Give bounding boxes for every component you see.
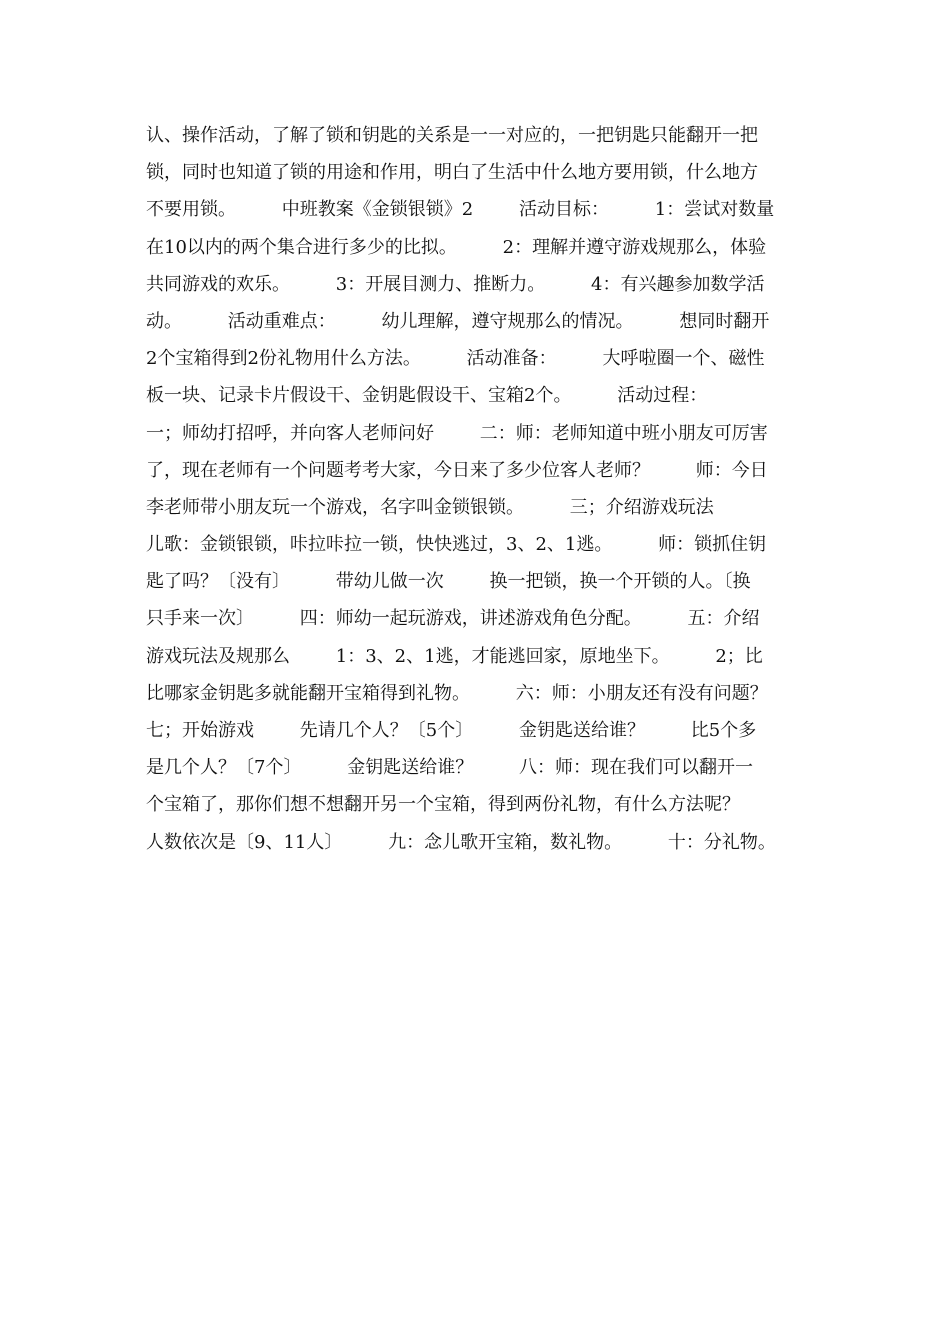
text-line: 锁，同时也知道了锁的用途和作用，明白了生活中什么地方要用锁，什么地方 [146, 162, 758, 184]
text-line: 游戏玩法及规那么 1：3、2、1逃，才能逃回家，原地坐下。 2；比 [146, 645, 763, 667]
text-line: 儿歌：金锁银锁，咔拉咔拉一锁，快快逃过，3、2、1逃。 师：锁抓住钥 [146, 534, 767, 556]
text-line: 不要用锁。 中班教案《金锁银锁》2 活动目标： 1：尝试对数量 [146, 199, 775, 221]
text-line: 板一块、记录卡片假设干、金钥匙假设干、宝箱2个。 活动过程： [146, 385, 708, 407]
body-text [146, 117, 826, 861]
text-line: 比哪家金钥匙多就能翻开宝箱得到礼物。 六：师：小朋友还有没有问题？ [146, 682, 768, 704]
text-line: 李老师带小朋友玩一个游戏，名字叫金锁银锁。 三；介绍游戏玩法 [146, 496, 714, 518]
text-line: 了，现在老师有一个问题考考大家，今日来了多少位客人老师？ 师：今日 [146, 459, 768, 481]
text-line: 认、操作活动，了解了锁和钥匙的关系是一一对应的，一把钥匙只能翻开一把 [146, 125, 758, 146]
text-line: 一；师幼打招呼，并向客人老师问好 二：师：老师知道中班小朋友可厉害 [146, 422, 768, 444]
text-line: 2个宝箱得到2份礼物用什么方法。 活动准备： 大呼啦圈一个、磁性 [146, 348, 765, 370]
text-line: 人数依次是〔9、11人〕 九：念儿歌开宝箱，数礼物。 十：分礼物。 [146, 831, 776, 853]
text-line: 在10以内的两个集合进行多少的比拟。 2：理解并遵守游戏规那么，体验 [146, 236, 767, 258]
text-line: 个宝箱了，那你们想不想翻开另一个宝箱，得到两份礼物，有什么方法呢？ [146, 794, 740, 816]
text-line: 匙了吗？〔没有〕 带幼儿做一次 换一把锁，换一个开锁的人。〔换 [146, 571, 751, 593]
text-line: 共同游戏的欢乐。 3：开展目测力、推断力。 4：有兴趣参加数学活 [146, 273, 765, 295]
text-line: 只手来一次〕 四：师幼一起玩游戏，讲述游戏角色分配。 五：介绍 [146, 608, 760, 630]
text-line: 七；开始游戏 先请几个人？〔5个〕 金钥匙送给谁？ 比5个多 [146, 720, 757, 741]
text-line: 是几个人？〔7个〕 金钥匙送给谁？ 八：师：现在我们可以翻开一 [146, 757, 753, 779]
text-line: 动。 活动重难点： 幼儿理解，遵守规那么的情况。 想同时翻开 [146, 310, 770, 332]
